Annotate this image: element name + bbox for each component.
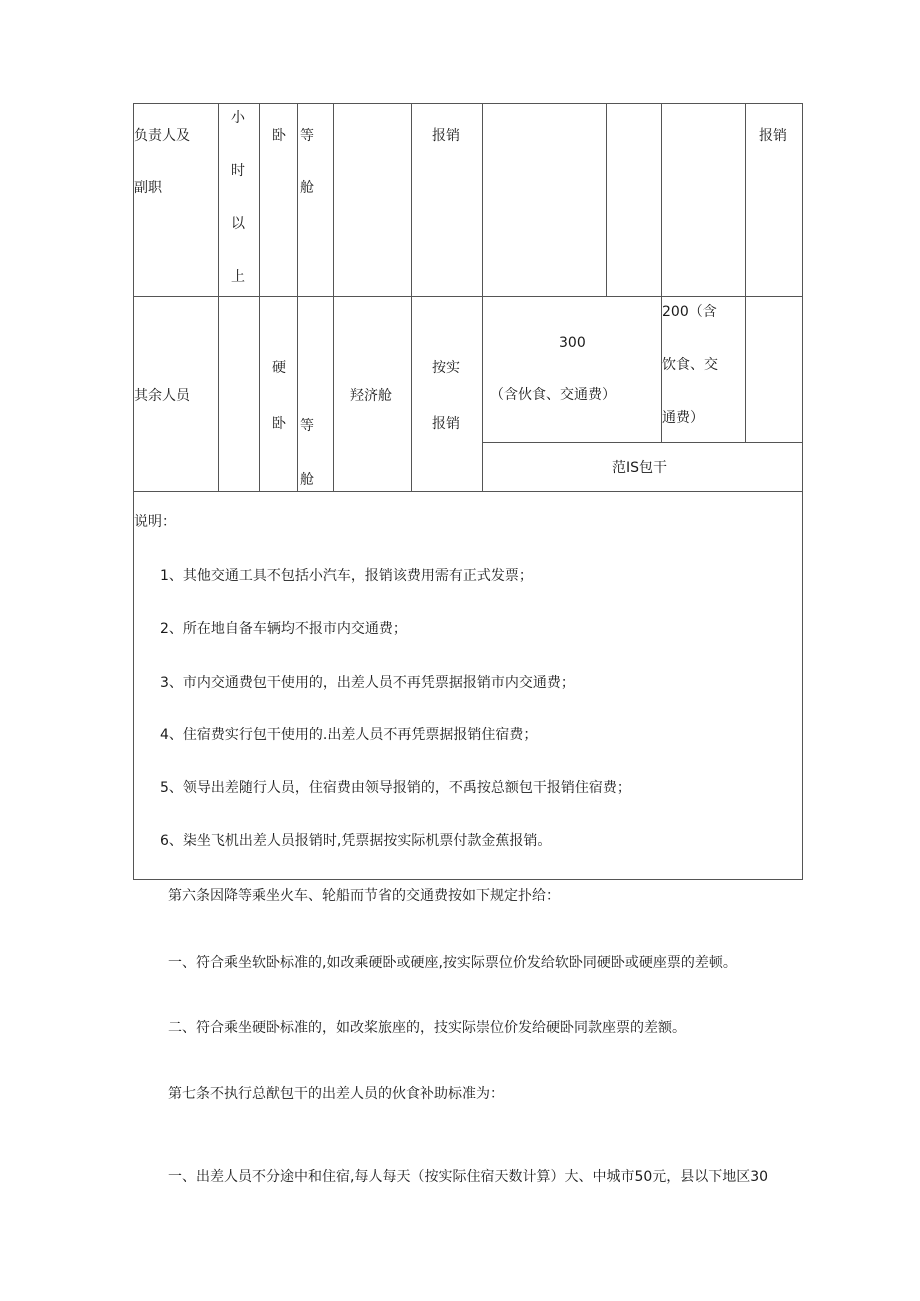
- row2-allowance2-line2: 饮食、交: [662, 357, 718, 373]
- table-border-top: [133, 103, 802, 104]
- row2-allowance2-line3: 通费）: [662, 410, 704, 426]
- row2-category: 其余人员: [134, 388, 190, 404]
- table-col-divider: [297, 103, 298, 492]
- row2-lump-sum: 范IS包干: [612, 460, 668, 476]
- notes-title: 说明：: [134, 514, 176, 530]
- note-item: 1、其他交通工具不包括小汽车，报销该费用需有正式发票；: [160, 568, 533, 584]
- row1-train-class: 卧: [272, 128, 286, 144]
- table-border-right: [802, 103, 803, 880]
- table-row-divider: [133, 491, 802, 492]
- row2-ship-char: 等: [300, 418, 314, 434]
- row2-other-line2: 报销: [432, 416, 460, 432]
- article-6-heading: 第六条因降等乘坐火车、轮船而节省的交通费按如下规定扑给：: [168, 888, 560, 904]
- table-col-divider: [333, 103, 334, 492]
- note-item: 2、所在地自备车辆均不报市内交通费；: [160, 621, 407, 637]
- row2-plane-class: 羟济舱: [350, 388, 392, 404]
- table-col-divider: [411, 103, 412, 492]
- row2-other-line1: 按实: [432, 360, 460, 376]
- article-7-heading: 第七条不执行总猷包干的出差人员的伙食补助标准为：: [168, 1086, 504, 1102]
- row2-allowance-amount: 300: [559, 335, 586, 351]
- note-item: 6、柒坐飞机出差人员报销时,凭票据按实际机票付款金蕉报销。: [160, 833, 552, 849]
- table-border-left: [133, 103, 134, 880]
- row1-category-line1: 负责人及: [134, 128, 190, 144]
- article-6-item-2: 二、符合乘坐硬卧标准的，如改桨旅座的，技实际崇位价发给硬卧同款座票的差额。: [168, 1020, 686, 1036]
- table-col-divider: [661, 103, 662, 443]
- row1-ship-char: 舱: [300, 180, 314, 196]
- note-item: 5、领导出差随行人员，住宿费由领导报销的，不禹按总额包干报销住宿费；: [160, 780, 631, 796]
- row1-duration-char: 时: [231, 163, 245, 179]
- row2-train-char: 卧: [272, 416, 286, 432]
- table-row-divider: [482, 442, 802, 443]
- table-border-bottom: [133, 879, 802, 880]
- article-6-item-1: 一、符合乘坐软卧标准的,如改乘硬卧或硬座,按实际票位价发给软卧同硬卧或硬座票的差顿。: [168, 955, 737, 971]
- row1-duration-char: 以: [231, 216, 245, 232]
- table-col-divider: [259, 103, 260, 492]
- row2-allowance2-line1: 200（含: [662, 304, 717, 320]
- article-7-item-1: 一、出差人员不分途中和住宿,每人每天（按实际住宿天数计算）大、中城市50元，县以下地区30: [168, 1169, 769, 1185]
- row2-train-char: 硬: [272, 360, 286, 376]
- table-col-divider: [482, 103, 483, 492]
- note-item: 4、住宿费实行包干使用的.出差人员不再凭票据报销住宿费；: [160, 727, 538, 743]
- row2-ship-char: 舱: [300, 472, 314, 488]
- table-col-divider: [218, 103, 219, 492]
- row1-duration-char: 上: [231, 269, 245, 285]
- table-col-divider: [745, 103, 746, 443]
- row2-allowance-note: （含伙食、交通费）: [490, 387, 616, 403]
- row1-other-reimburse: 报销: [432, 128, 460, 144]
- row1-last-reimburse: 报销: [759, 128, 787, 144]
- table-row-divider: [133, 296, 802, 297]
- row1-duration-char: 小: [231, 110, 245, 126]
- row1-ship-char: 等: [300, 128, 314, 144]
- row1-category-line2: 副职: [134, 180, 162, 196]
- note-item: 3、市内交通费包干使用的，出差人员不再凭票据报销市内交通费；: [160, 675, 575, 691]
- table-col-divider: [606, 103, 607, 297]
